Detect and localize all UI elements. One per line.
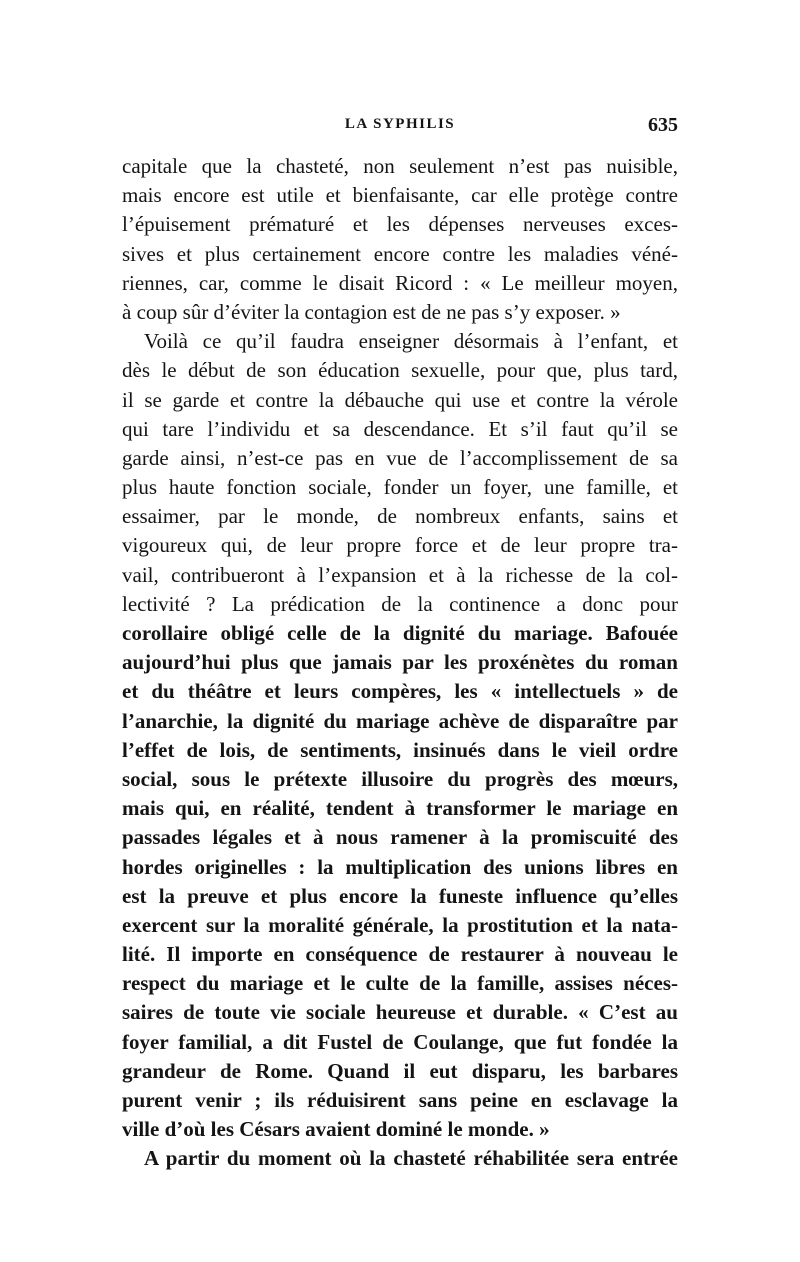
running-head bbox=[122, 116, 678, 140]
text-line: aujourd’hui plus que jamais par les proxénètes du roman bbox=[122, 650, 678, 675]
text-line: ville d’où les Césars avaient dominé le monde. » bbox=[122, 1117, 550, 1142]
text-line: riennes, car, comme le disait Ricord : « Le meilleur moyen, bbox=[122, 270, 678, 295]
text-line: grandeur de Rome. Quand il eut disparu, les barbares bbox=[122, 1058, 678, 1083]
text-line: sives et plus certainement encore contre les maladies véné- bbox=[122, 241, 678, 266]
text-line: et du théâtre et leurs compères, les « intellectuels » de bbox=[122, 679, 678, 704]
text-line: dès le début de son éducation sexuelle, pour que, plus tard, bbox=[122, 358, 678, 383]
text-line: lité. Il importe en conséquence de restaurer à nouveau le bbox=[122, 942, 678, 967]
text-line: foyer familial, a dit Fustel de Coulange, que fut fondée la bbox=[122, 1029, 678, 1054]
text-line: vigoureux qui, de leur propre force et de leur propre tra- bbox=[122, 533, 678, 558]
body-text bbox=[122, 152, 678, 1174]
text-line: l’anarchie, la dignité du mariage achève de disparaître par bbox=[122, 708, 678, 733]
text-line: respect du mariage et le culte de la famille, assises néces- bbox=[122, 971, 678, 996]
page-number: 635 bbox=[648, 114, 678, 136]
text-line: Voilà ce qu’il faudra enseigner désormais à l’enfant, et bbox=[144, 329, 678, 354]
text-line: hordes originelles : la multiplication des unions libres en bbox=[122, 854, 678, 879]
text-line: mais encore est utile et bienfaisante, car elle protège contre bbox=[122, 183, 678, 208]
text-line: il se garde et contre la débauche qui use et contre la vérole bbox=[122, 387, 678, 412]
text-line: capitale que la chasteté, non seulement n’est pas nuisible, bbox=[122, 154, 678, 178]
text-line: est la preuve et plus encore la funeste influence qu’elles bbox=[122, 883, 678, 908]
text-line: exercent sur la moralité générale, la prostitution et la nata- bbox=[122, 912, 678, 937]
text-line: à coup sûr d’éviter la contagion est de ne pas s’y exposer. » bbox=[122, 299, 621, 324]
text-line: essaimer, par le monde, de nombreux enfants, sains et bbox=[122, 504, 678, 529]
text-line: saires de toute vie sociale heureuse et durable. « C’est au bbox=[122, 1000, 678, 1025]
text-line: lectivité ? La prédication de la continence a donc pour bbox=[122, 591, 678, 616]
text-line: corollaire obligé celle de la dignité du mariage. Bafouée bbox=[122, 621, 678, 645]
text-line: passades légales et à nous ramener à la promiscuité des bbox=[122, 825, 678, 850]
text-line: mais qui, en réalité, tendent à transformer le mariage en bbox=[122, 796, 678, 821]
text-line: vail, contribueront à l’expansion et à la richesse de la col- bbox=[122, 562, 678, 587]
running-title: LA SYPHILIS bbox=[344, 116, 456, 132]
text-line: A partir du moment où la chasteté réhabilitée sera entrée bbox=[144, 1146, 678, 1171]
text-line: qui tare l’individu et sa descendance. Et s’il faut qu’il se bbox=[122, 416, 678, 441]
text-line: plus haute fonction sociale, fonder un foyer, une famille, et bbox=[122, 475, 678, 500]
text-line: l’effet de lois, de sentiments, insinués dans le vieil ordre bbox=[122, 737, 678, 762]
text-line: social, sous le prétexte illusoire du progrès des mœurs, bbox=[122, 766, 678, 791]
text-line: l’épuisement prématuré et les dépenses nerveuses exces- bbox=[122, 212, 678, 237]
text-line: garde ainsi, n’est-ce pas en vue de l’accomplissement de sa bbox=[122, 445, 678, 470]
text-line: purent venir ; ils réduisirent sans peine en esclavage la bbox=[122, 1088, 678, 1112]
